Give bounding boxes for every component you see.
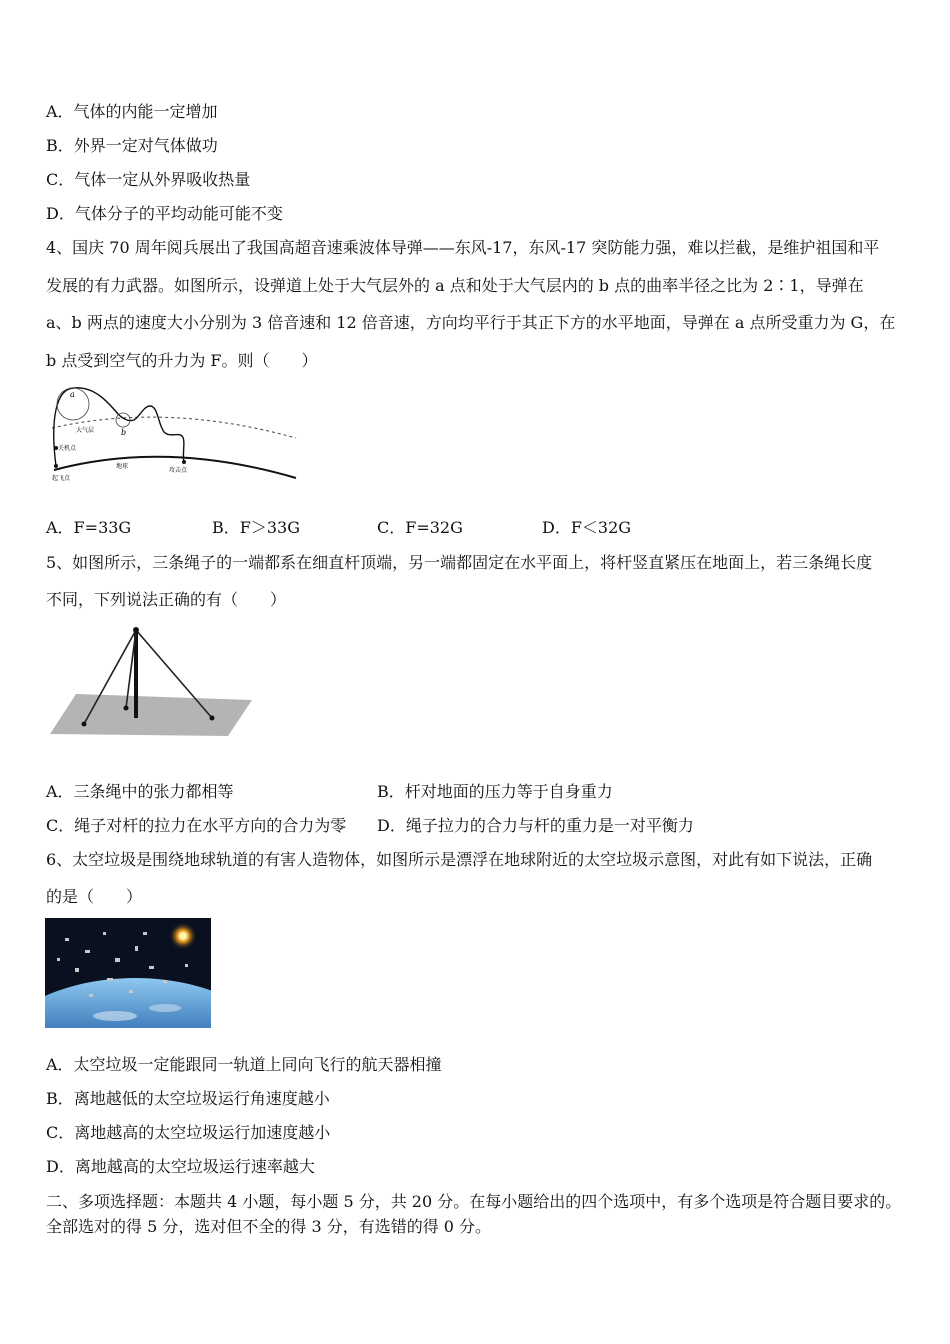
space-debris-image: [45, 918, 211, 1028]
q3-option-d: D．气体分子的平均动能可能不变: [46, 204, 283, 223]
q3-option-a: A．气体的内能一定增加: [46, 102, 218, 121]
q4-option-b: B．F＞33G: [212, 518, 301, 537]
point-b-label: b: [121, 428, 127, 437]
q3-option-c: C．气体一定从外界吸收热量: [46, 170, 251, 189]
q5-stem-line2: 不同，下列说法正确的有（ ）: [46, 590, 287, 609]
q5-stem-line1: 5、如图所示，三条绳子的一端都系在细直杆顶端，另一端都固定在水平面上，将杆竖直紧压在地面上，若三条绳长度: [46, 553, 873, 572]
missile-trajectory-figure: [46, 380, 300, 484]
q4-option-a: A．F=33G: [46, 518, 132, 537]
section2-heading-line1: 二、多项选择题：本题共 4 小题，每小题 5 分，共 20 分。在每小题给出的四个选项中，有多个选项是符合题目要求的。: [46, 1192, 902, 1211]
q6-option-d: D．离地越高的太空垃圾运行速率越大: [46, 1157, 315, 1176]
q4-stem-line1: 4、国庆 70 周年阅兵展出了我国高超音速乘波体导弹——东风-17，东风-17 突防能力强，难以拦截，是维护祖国和平: [46, 238, 880, 257]
q5-option-a: A．三条绳中的张力都相等: [46, 782, 234, 801]
q6-stem-line2: 的是（ ）: [46, 887, 143, 906]
q6-option-a: A．太空垃圾一定能跟同一轨道上同向飞行的航天器相撞: [46, 1055, 442, 1074]
rod-ropes-figure: [46, 622, 254, 740]
q4-option-c: C．F=32G: [377, 518, 463, 537]
q5-option-d: D．绳子拉力的合力与杆的重力是一对平衡力: [377, 816, 694, 835]
q6-stem-line1: 6、太空垃圾是围绕地球轨道的有害人造物体，如图所示是漂浮在地球附近的太空垃圾示意图，对此有如下说法，正确: [46, 850, 873, 869]
target-point-label: 攻击点: [169, 467, 188, 474]
earth-label: 地球: [116, 463, 129, 470]
q4-option-d: D．F＜32G: [542, 518, 632, 537]
shutdown-point-label: 关机点: [58, 445, 77, 452]
q5-option-c: C．绳子对杆的拉力在水平方向的合力为零: [46, 816, 347, 835]
launch-point-label: 起飞点: [52, 475, 71, 482]
q6-option-b: B．离地越低的太空垃圾运行角速度越小: [46, 1089, 330, 1108]
q4-stem-line3: a、b 两点的速度大小分别为 3 倍音速和 12 倍音速，方向均平行于其正下方的水平地面，导弹在 a 点所受重力为 G，在: [46, 313, 896, 332]
q4-stem-line2: 发展的有力武器。如图所示，设弹道上处于大气层外的 a 点和处于大气层内的 b 点的曲率半径之比为 2∶1，导弹在: [46, 276, 864, 295]
q6-option-c: C．离地越高的太空垃圾运行加速度越小: [46, 1123, 331, 1142]
point-a-label: a: [70, 390, 75, 399]
q4-stem-line4: b 点受到空气的升力为 F。则（ ）: [46, 351, 318, 370]
section2-heading-line2: 全部选对的得 5 分，选对但不全的得 3 分，有选错的得 0 分。: [46, 1217, 492, 1236]
atmosphere-label: 大气层: [76, 427, 95, 434]
q5-option-b: B．杆对地面的压力等于自身重力: [377, 782, 613, 801]
q3-option-b: B．外界一定对气体做功: [46, 136, 218, 155]
